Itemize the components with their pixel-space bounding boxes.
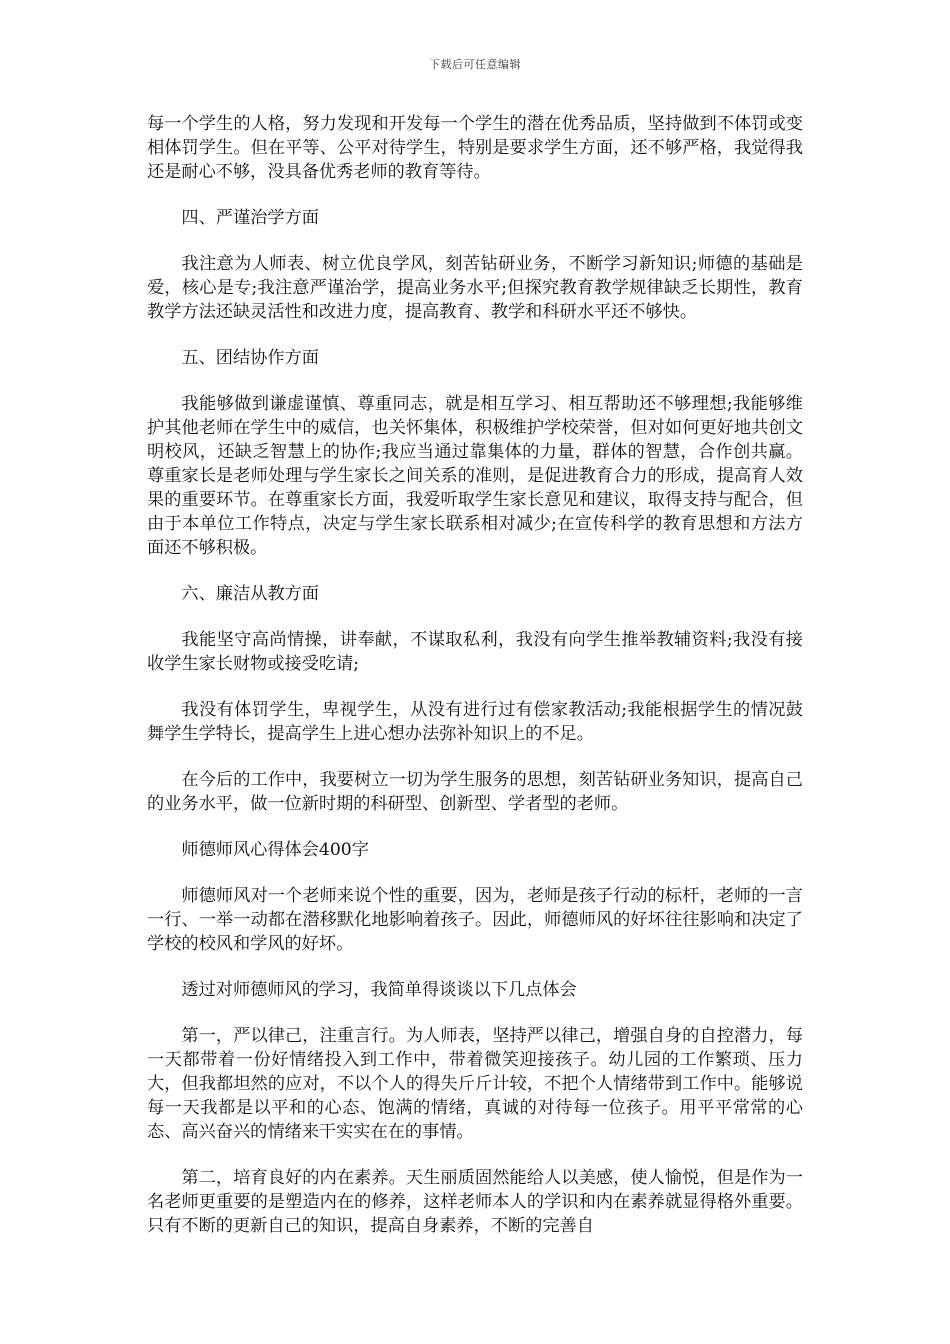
paragraph-continued: 每一个学生的人格，努力发现和开发每一个学生的潜在优秀品质，坚持做到不体罚或变相体罚学生。但在平等、公平对待学生，特别是要求学生方面，还不够严格，我觉得我还是耐心不够，没具备优秀老师的教育等待。 <box>147 114 803 182</box>
paragraph: 师德师风对一个老师来说个性的重要，因为，老师是孩子行动的标杆，老师的一言一行、一举一动都在潜移默化地影响着孩子。因此，师德师风的好坏往往影响和决定了学校的校风和学风的好坏。 <box>147 886 803 954</box>
paragraph: 我注意为人师表、树立优良学风，刻苦钻研业务，不断学习新知识;师德的基础是爱，核心是专;我注意严谨治学，提高业务水平;但探究教育教学规律缺乏长期性，教育教学方法还缺灵活性和改进力度，提高教育、教学和科研水平还不够快。 <box>147 254 803 322</box>
article-title: 师德师风心得体会400字 <box>181 840 369 860</box>
paragraph: 第一，严以律己，注重言行。为人师表，坚持严以律己，增强自身的自控潜力，每一天都带着一份好情绪投入到工作中，带着微笑迎接孩子。幼儿园的工作繁琐、压力大，但我都坦然的应对，不以个人的得失斤斤计较，不把个人情绪带到工作中。能够说每一天我都是以平和的心态、饱满的情绪，真诚的对待每一位孩子。用平平常常的心态、高兴奋兴的情绪来干实实在在的事情。 <box>147 1026 803 1142</box>
paragraph: 第二，培育良好的内在素养。天生丽质固然能给人以美感，使人愉悦，但是作为一名老师更重要的是塑造内在的修养，这样老师本人的学识和内在素养就显得格外重要。只有不断的更新自己的知识，提高自身素养，不断的完善自 <box>147 1168 803 1236</box>
paragraph: 我能够做到谦虚谨慎、尊重同志，就是相互学习、相互帮助还不够理想;我能够维护其他老师在学生中的威信，也关怀集体，积极维护学校荣誉，但对如何更好地共创文明校风，还缺乏智慧上的协作;我应当通过靠集体的力量，群体的智慧，合作创共赢。尊重家长是老师处理与学生家长之间关系的准则，是促进教育合力的形成，提高育人效果的重要环节。在尊重家长方面，我爱听取学生家长意见和建议，取得支持与配合，但由于本单位工作特点，决定与学生家长联系相对减少;在宣传科学的教育思想和方法方面还不够积极。 <box>147 394 803 558</box>
section-heading-4: 四、严谨治学方面 <box>181 208 319 228</box>
page-header: 下载后可任意编辑 <box>429 58 521 71</box>
intro-line: 透过对师德师风的学习，我简单得谈谈以下几点体会 <box>181 980 577 1000</box>
document-body <box>147 112 803 1260</box>
paragraph: 我没有体罚学生，卑视学生，从没有进行过有偿家教活动;我能根据学生的情况鼓舞学生学特长，提高学生上进心想办法弥补知识上的不足。 <box>147 700 803 744</box>
section-heading-6: 六、廉洁从教方面 <box>181 584 319 604</box>
paragraph: 我能坚守高尚情操，讲奉献，不谋取私利，我没有向学生推举教辅资料;我没有接收学生家长财物或接受吃请; <box>147 630 803 674</box>
section-heading-5: 五、团结协作方面 <box>181 348 319 368</box>
paragraph: 在今后的工作中，我要树立一切为学生服务的思想，刻苦钻研业务知识，提高自己的业务水平，做一位新时期的科研型、创新型、学者型的老师。 <box>147 770 803 814</box>
